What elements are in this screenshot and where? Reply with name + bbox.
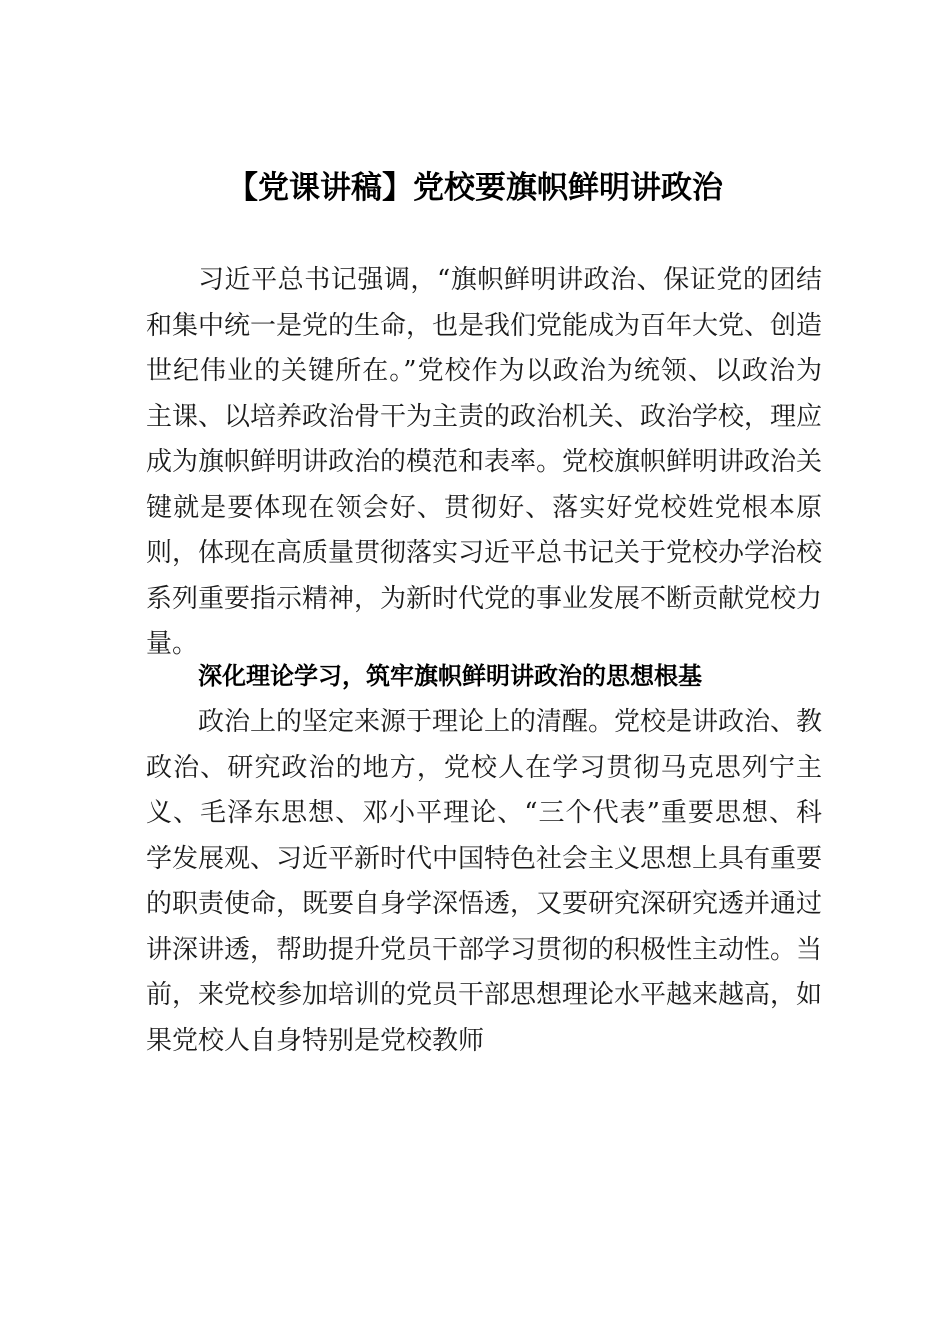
section-heading: 深化理论学习，筑牢旗帜鲜明讲政治的思想根基 xyxy=(198,662,702,690)
paragraph-theory: 政治上的坚定来源于理论上的清醒。党校是讲政治、教政治、研究政治的地方，党校人在学习贯彻马克思列宁主义、毛泽东思想、邓小平理论、“三个代表”重要思想、科学发展观、习近平新时代中国特色社会主义思想上具有重要的职责使命，既要自身学深悟透，又要研究深研究透并通过讲深讲透，帮助提升党员干部学习贯彻的积极性主动性。当前，来党校参加培训的党员干部思想理论水平越来越高，如果党校人自身特别是党校教师 xyxy=(146,707,823,1056)
document-title: 【党课讲稿】党校要旗帜鲜明讲政治 xyxy=(227,170,723,206)
paragraph-intro: 习近平总书记强调，“旗帜鲜明讲政治、保证党的团结和集中统一是党的生命，也是我们党能成为百年大党、创造世纪伟业的关键所在。”党校作为以政治为统领、以政治为主课、以培养政治骨干为主责的政治机关、政治学校，理应成为旗帜鲜明讲政治的模范和表率。党校旗帜鲜明讲政治关键就是要体现在领会好、贯彻好、落实好党校姓党根本原则，体现在高质量贯彻落实习近平总书记关于党校办学治校系列重要指示精神，为新时代党的事业发展不断贡献党校力量。 xyxy=(146,265,823,659)
